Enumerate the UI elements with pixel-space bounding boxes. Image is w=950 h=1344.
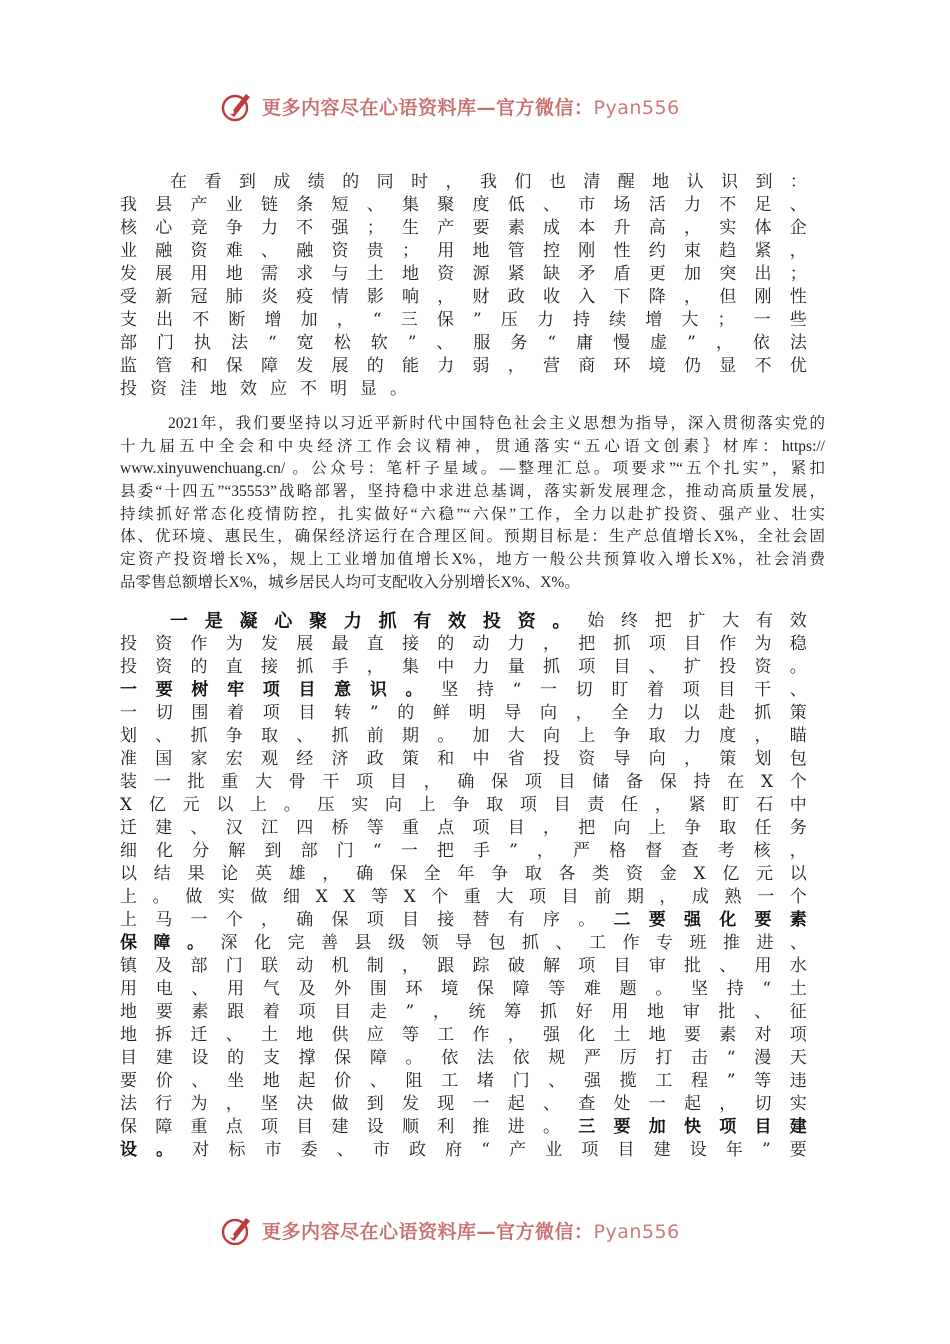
text-line: 要 价 、 坐 地 起 价 、 阻 工 堵 门 、 强 揽 工 程 ” 等 违	[120, 1071, 807, 1091]
text-line: 部 门 执 法 “ 宽 松 软 ” 、 服 务 “ 庸 慢 虚 ” ， 依 法	[120, 333, 807, 353]
text-line: 支 出 不 断 增 加 ， “ 三 保 ” 压 力 持 续 增 大 ； 一 些	[120, 310, 807, 330]
text-line: 保 障 。 深 化 完 善 县 级 领 导 包 抓 、 工 作 专 班 推 进 、	[120, 933, 807, 953]
text-line: 受 新 冠 肺 炎 疫 情 影 响 ， 财 政 收 入 下 降 ， 但 刚 性	[120, 287, 807, 307]
text-line: 一 是 凝 心 聚 力 抓 有 效 投 资 。 始 终 把 扩 大 有 效	[170, 611, 807, 632]
text-line: 业 融 资 难 、 融 资 贵 ； 用 地 管 控 刚 性 约 束 趋 紧 ，	[120, 241, 807, 261]
text-line: 一 切 围 着 项 目 转 ” 的 鲜 明 导 向 ， 全 力 以 赴 抓 策	[120, 703, 807, 723]
text-line: 体、优环境、惠民生，确保经济运行在合理区间。预期目标是：生产总值增长X%，全社会固	[120, 528, 825, 546]
text-line: 划 、 抓 争 取 、 抓 前 期 。 加 大 向 上 争 取 力 度 ， 瞄	[120, 726, 807, 746]
text-line: 2021年，我们要坚持以习近平新时代中国特色社会主义思想为指导，深入贯彻落实党的	[168, 415, 825, 432]
text-line: 镇 及 部 门 联 动 机 制 ， 跟 踪 破 解 项 目 审 批 、 用 水	[120, 956, 807, 976]
banner-text: 更多内容尽在心语资料库—官方微信：Pyan556	[262, 96, 680, 119]
text-line: 我 县 产 业 链 条 短 、 集 聚 度 低 、 市 场 活 力 不 足 、	[120, 195, 807, 215]
text-line: 持续抓好常态化疫情防控，扎实做好“六稳”“六保”工作，全力以赴扩投资、强产业、壮实	[120, 505, 825, 523]
text-line: 准 国 家 宏 观 经 济 政 策 和 中 省 投 资 导 向 ， 策 划 包	[120, 749, 807, 769]
paragraph-2021-goals	[120, 413, 825, 595]
footer-banner	[220, 1210, 740, 1250]
text-line: 核 心 竞 争 力 不 强 ； 生 产 要 素 成 本 升 高 ， 实 体 企	[120, 218, 807, 238]
text-line: 装 一 批 重 大 骨 干 项 目 ， 确 保 项 目 储 备 保 持 在 X 个	[120, 772, 807, 792]
text-line: 法 行 为 ， 坚 决 做 到 发 现 一 起 、 查 处 一 起 ， 切 实	[120, 1094, 807, 1114]
text-line: 投 资 的 直 接 抓 手 ， 集 中 力 量 抓 项 目 、 扩 投 资 。	[120, 657, 807, 677]
text-line: 细 化 分 解 到 部 门 “ 一 把 手 ” ， 严 格 督 查 考 核 ，	[120, 841, 807, 861]
text-line: 地 要 素 跟 着 项 目 走 ” ， 统 筹 抓 好 用 地 审 批 、 征	[120, 1002, 807, 1022]
text-line: 一 要 树 牢 项 目 意 识 。 坚 持 “ 一 切 盯 着 项 目 干 、	[120, 680, 807, 700]
text-line: www.xinyuwenchuang.cn/ 。公众号：笔杆子星域。—整理汇总。项要求”“五个扎实”，紧扣	[120, 460, 825, 478]
paragraph-investment	[120, 610, 807, 1162]
text-line: 设 。 对 标 市 委 、 市 政 府 “ 产 业 项 目 建 设 年 ” 要	[120, 1140, 807, 1160]
text-line: 上 。 做 实 做 细 X X 等 X 个 重 大 项 目 前 期 ， 成 熟 一 个	[120, 887, 807, 907]
text-line: 发 展 用 地 需 求 与 土 地 资 源 紧 缺 矛 盾 更 加 突 出 ；	[120, 264, 807, 284]
banner-text: 更多内容尽在心语资料库—官方微信：Pyan556	[262, 1220, 680, 1243]
text-line: 目 建 设 的 支 撑 保 障 。 依 法 依 规 严 厉 打 击 “ 漫 天	[120, 1048, 807, 1068]
text-line: 保 障 重 点 项 目 建 设 顺 利 推 进 。 三 要 加 快 项 目 建	[120, 1117, 807, 1137]
pen-nib-circle-icon	[220, 1212, 256, 1248]
text-line: 迁 建 、 汉 江 四 桥 等 重 点 项 目 ， 把 向 上 争 取 任 务	[120, 818, 807, 838]
text-line: 投 资 作 为 发 展 最 直 接 的 动 力 ， 把 抓 项 目 作 为 稳	[120, 634, 807, 654]
text-line: 县委“十四五”“35553”战略部署，坚持稳中求进总基调，落实新发展理念，推动高质量发展，	[120, 483, 825, 501]
text-line: 地 拆 迁 、 土 地 供 应 等 工 作 ， 强 化 土 地 要 素 对 项	[120, 1025, 807, 1045]
text-line: 监 管 和 保 障 发 展 的 能 力 弱 ， 营 商 环 境 仍 显 不 优	[120, 356, 807, 376]
paragraph-problems	[120, 171, 807, 401]
text-line: 定资产投资增长X%，规上工业增加值增长X%，地方一般公共预算收入增长X%，社会消费	[120, 551, 825, 569]
text-line: 以 结 果 论 英 雄 ， 确 保 全 年 争 取 各 类 资 金 X 亿 元 以	[120, 864, 807, 884]
text-line: 上 马 一 个 ， 确 保 项 目 接 替 有 序 。 二 要 强 化 要 素	[120, 910, 807, 930]
text-line: 投 资 洼 地 效 应 不 明 显 。	[120, 379, 407, 399]
text-line: 用 电 、 用 气 及 外 围 环 境 保 障 等 难 题 。 坚 持 “ 土	[120, 979, 807, 999]
pen-nib-circle-icon	[220, 88, 256, 124]
text-line: 十九届五中全会和中央经济工作会议精神，贯通落实“五心语文创素｝材库：https://	[120, 437, 825, 455]
header-banner	[220, 86, 740, 126]
text-line: 在 看 到 成 绩 的 同 时 ， 我 们 也 清 醒 地 认 识 到 ：	[170, 172, 807, 192]
text-line: 品零售总额增长X%，城乡居民人均可支配收入分别增长X%、X%。	[120, 573, 580, 591]
text-line: X 亿 元 以 上 。 压 实 向 上 争 取 项 目 责 任 ， 紧 盯 石 中	[120, 795, 807, 815]
